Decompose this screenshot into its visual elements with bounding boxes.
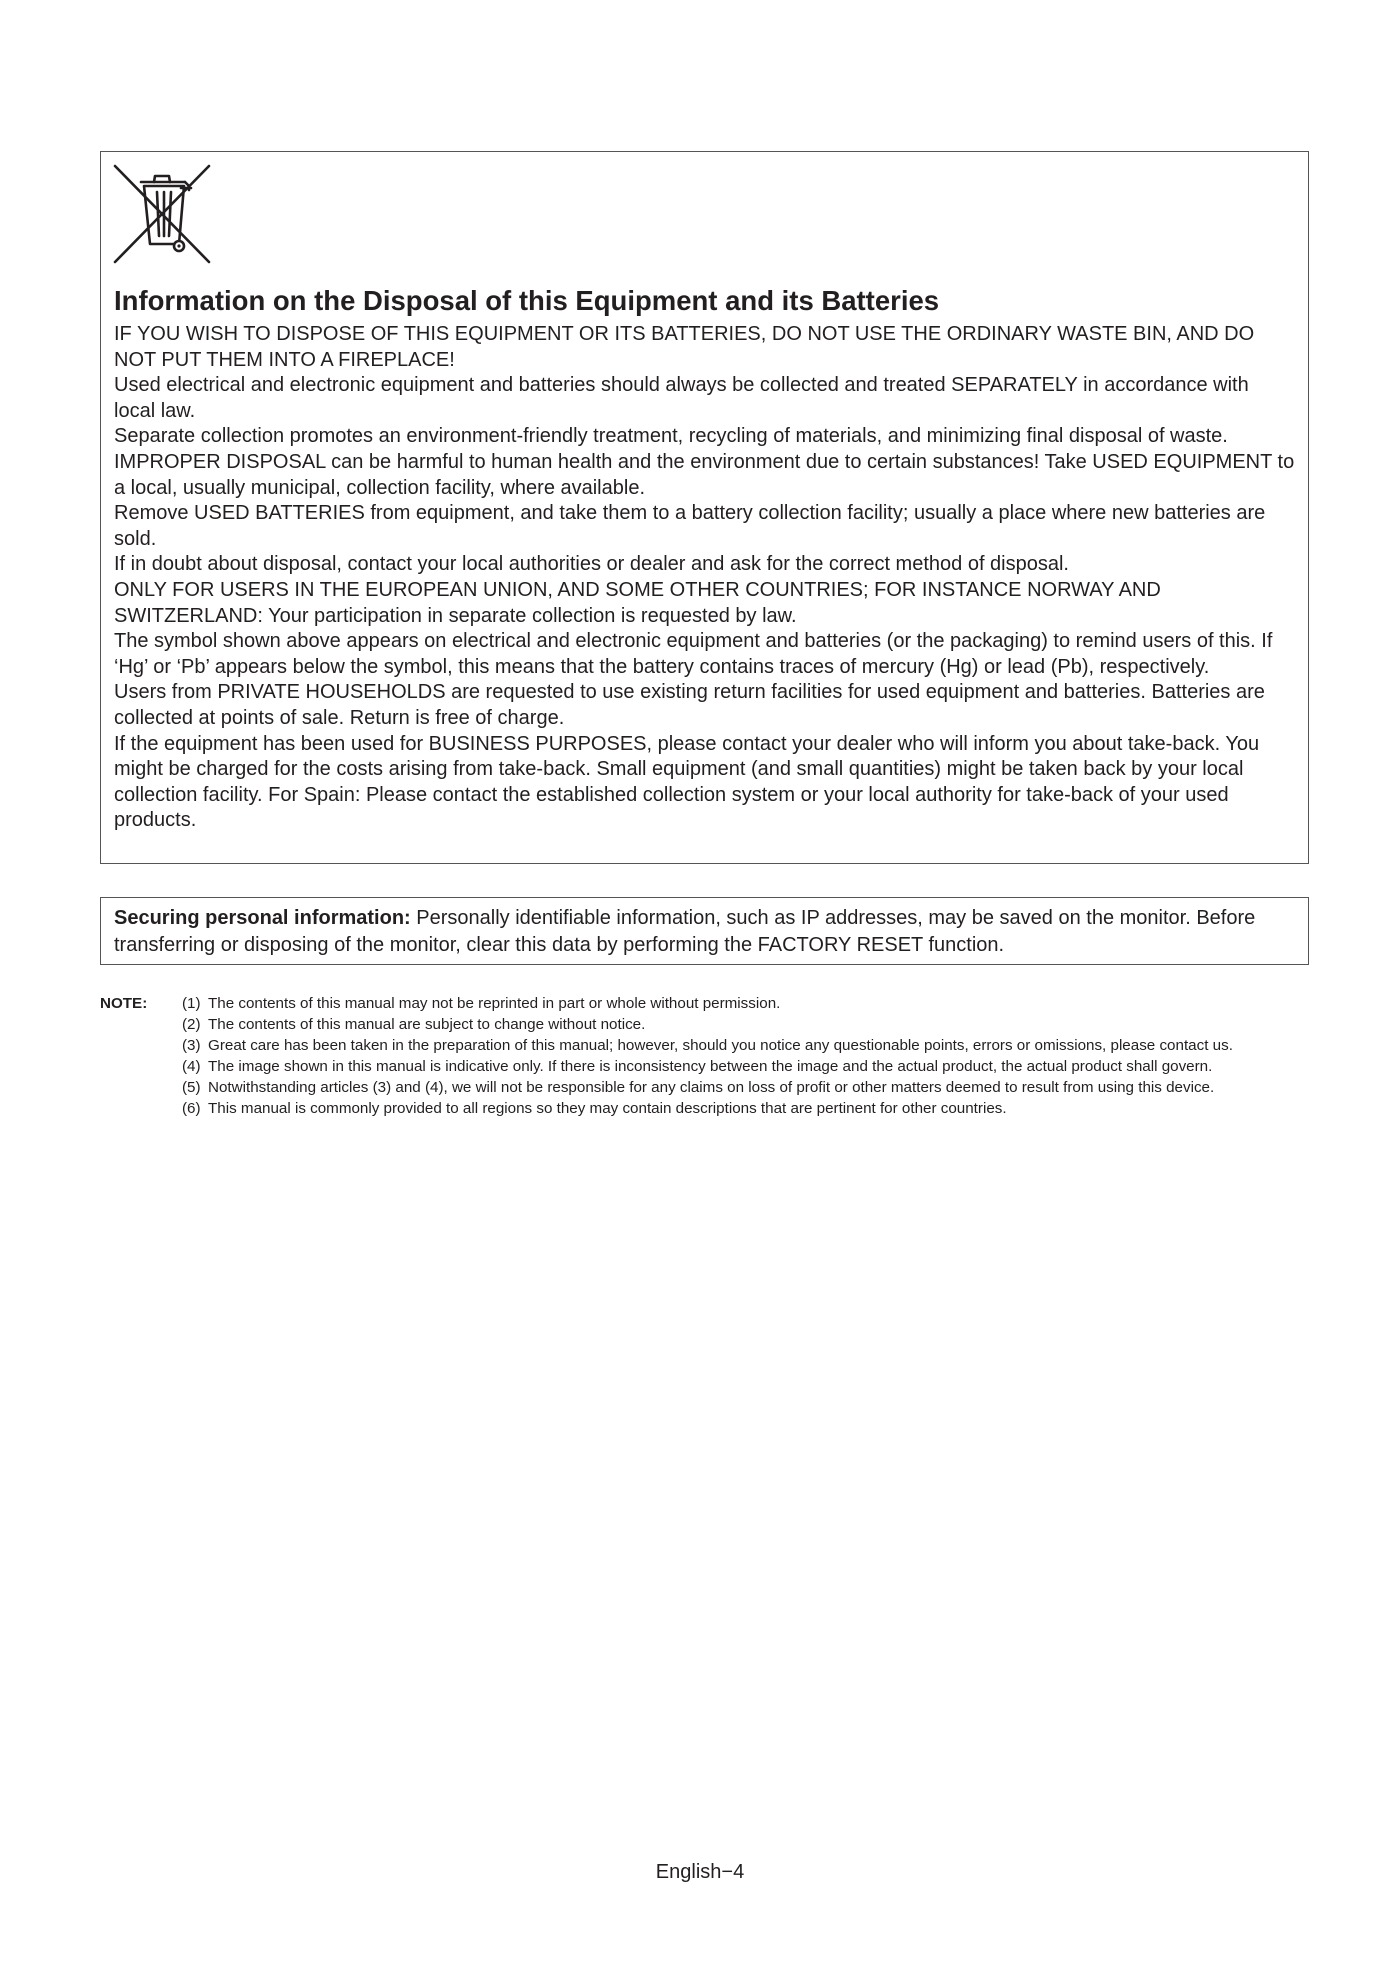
- note-text: The contents of this manual may not be reprinted in part or whole without permission.: [208, 995, 781, 1012]
- note-text: This manual is commonly provided to all regions so they may contain descriptions that are pertinent for other countries.: [208, 1100, 1007, 1117]
- disposal-paragraph: Separate collection promotes an environment-friendly treatment, recycling of materials, and minimizing final disposal of waste. IMPROPER DISPOSAL can be harmful to human health and the environment due to certain substances! Take USED EQUIPMENT to a local, usually municipal, collection facility, where available.: [114, 425, 1295, 499]
- note-label: NOTE:: [100, 995, 148, 1012]
- disposal-paragraph: IF YOU WISH TO DISPOSE OF THIS EQUIPMENT OR ITS BATTERIES, DO NOT USE THE ORDINARY WASTE BIN, AND DO NOT PUT THEM INTO A FIREPLACE!: [114, 323, 1255, 371]
- disposal-paragraph: If in doubt about disposal, contact your local authorities or dealer and ask for the correct method of disposal.: [114, 553, 1069, 576]
- crossed-out-wheelie-bin-icon: [113, 164, 211, 264]
- notes-section: [100, 993, 1310, 1119]
- note-number: (5): [182, 1079, 201, 1096]
- notes-list: [100, 993, 1310, 1119]
- note-number: (2): [182, 1016, 201, 1033]
- disposal-paragraph: The symbol shown above appears on electrical and electronic equipment and batteries (or the packaging) to remind users of this. If ‘Hg’ or ‘Pb’ appears below the symbol, this means that the battery contains traces of mercury (Hg) or lead (Pb), respectively.: [114, 630, 1273, 678]
- disposal-paragraph: Remove USED BATTERIES from equipment, and take them to a battery collection facility; usually a place where new batteries are sold.: [114, 502, 1266, 550]
- securing-info-lead: Securing personal information:: [114, 907, 411, 929]
- note-item: [182, 1077, 1310, 1098]
- disposal-paragraph: ONLY FOR USERS IN THE EUROPEAN UNION, AND SOME OTHER COUNTRIES; FOR INSTANCE NORWAY AND SWITZERLAND: Your participation in separate collection is requested by law.: [114, 578, 1161, 627]
- note-number: (4): [182, 1058, 201, 1075]
- note-number: (3): [182, 1037, 201, 1054]
- disposal-paragraph: If the equipment has been used for BUSINESS PURPOSES, please contact your dealer who will inform you about take-back. You might be charged for the costs arising from take-back. Small equipment (and small quantities) might be taken back by your local collection facility. For Spain: Please contact the established collection system or your local authority for take-back of your used products.: [114, 732, 1260, 832]
- note-item: [182, 1098, 1310, 1119]
- disposal-title: Information on the Disposal of this Equipment and its Batteries: [114, 285, 940, 316]
- page-number: English−4: [655, 1861, 745, 1883]
- disposal-paragraph: Used electrical and electronic equipment and batteries should always be collected and treated SEPARATELY in accordance with local law.: [114, 374, 1249, 422]
- note-text: Great care has been taken in the preparation of this manual; however, should you notice any questionable points, errors or omissions, please contact us.: [208, 1037, 1233, 1054]
- note-item: [182, 993, 1310, 1014]
- note-text: The image shown in this manual is indicative only. If there is inconsistency between the image and the actual product, the actual product shall govern.: [208, 1058, 1213, 1075]
- note-number: (1): [182, 995, 201, 1012]
- note-item: [182, 1035, 1310, 1056]
- note-text: The contents of this manual are subject to change without notice.: [208, 1016, 646, 1033]
- note-item: [182, 1014, 1310, 1035]
- note-item: [182, 1056, 1310, 1077]
- note-text: Notwithstanding articles (3) and (4), we will not be responsible for any claims on loss of profit or other matters deemed to result from using this device.: [208, 1079, 1215, 1096]
- disposal-info-box: [100, 151, 1309, 864]
- disposal-paragraph: Users from PRIVATE HOUSEHOLDS are requested to use existing return facilities for used equipment and batteries. Batteries are collected at points of sale. Return is free of charge.: [114, 681, 1265, 729]
- securing-info-text: Personally identifiable information, such as IP addresses, may be saved on the monitor. Before transferring or disposing of the monitor, clear this data by performing the FACTORY RESET function.: [114, 907, 1256, 956]
- securing-personal-info-box: [100, 897, 1309, 965]
- note-number: (6): [182, 1100, 201, 1117]
